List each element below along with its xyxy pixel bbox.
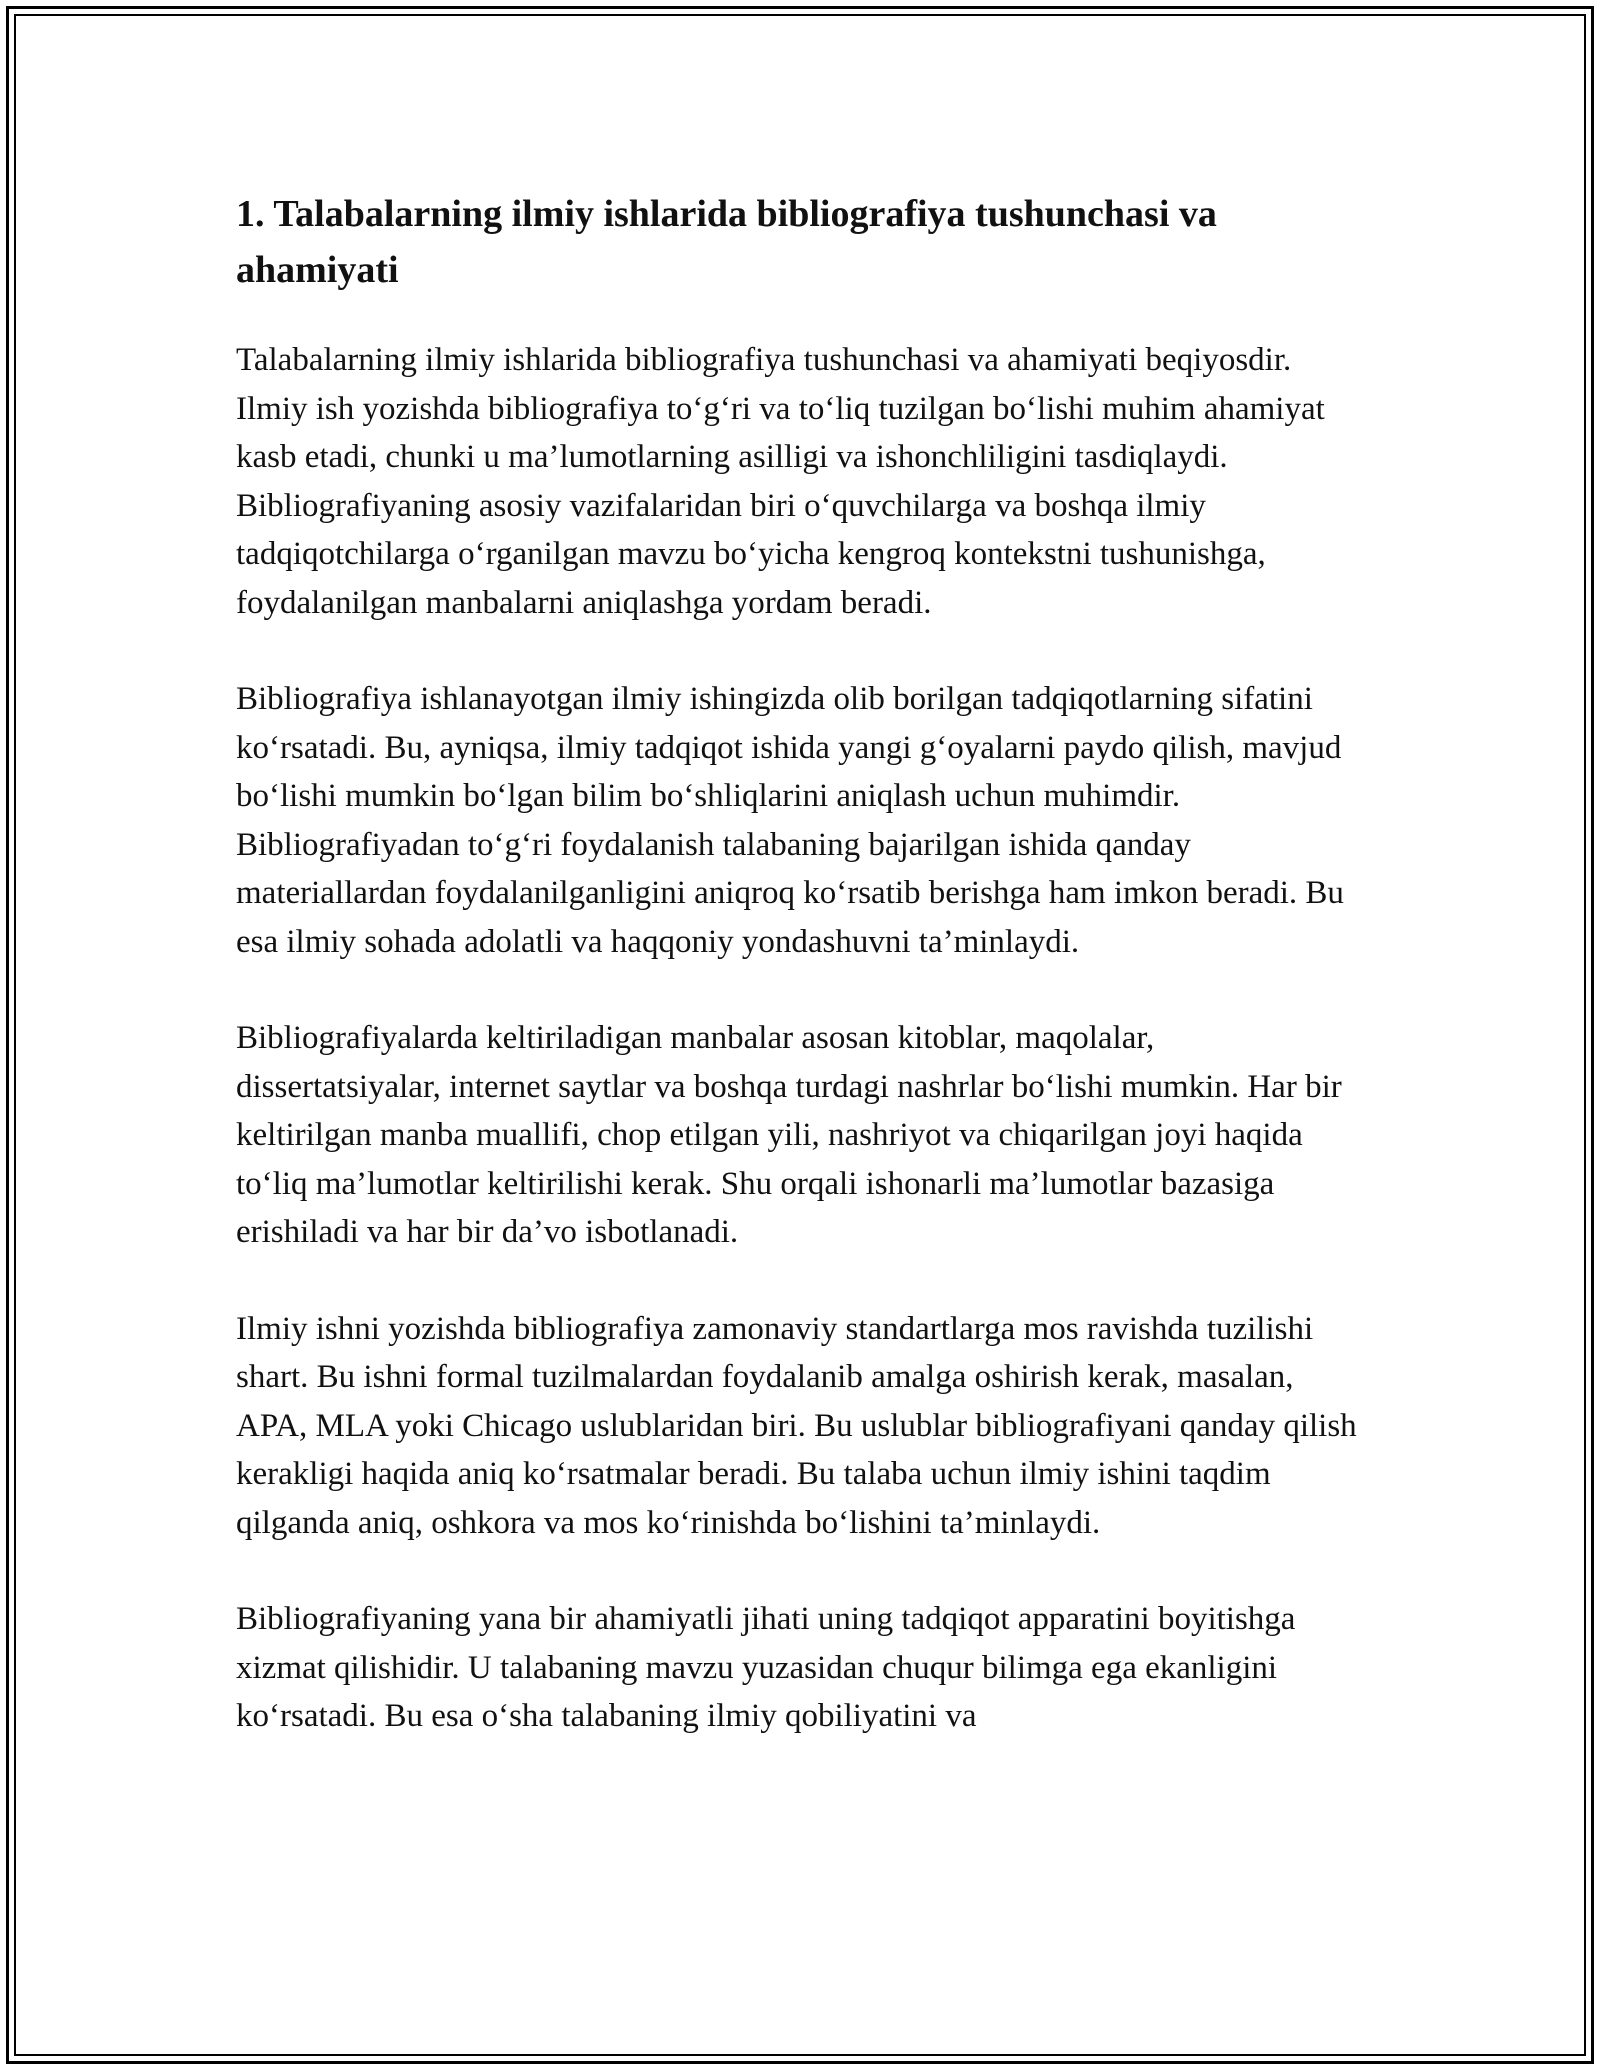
section-heading: 1. Talabalarning ilmiy ishlarida bibliografiya tushunchasi va ahamiyati (236, 193, 1217, 291)
document-body (236, 186, 1366, 1789)
paragraph-1: Talabalarning ilmiy ishlarida bibliografiya tushunchasi va ahamiyati beqiyosdir. Ilmiy ish yozishda bibliografiya to‘g‘ri va to‘liq tuzilgan bo‘lishi muhim ahamiyat kasb etadi, chunki u ma’lumotlarning asilligi va ishonchliligini tasdiqlaydi. Bibliografiyaning asosiy vazifalaridan biri o‘quvchilarga va boshqa ilmiy tadqiqotchilarga o‘rganilgan mavzu bo‘yicha kengroq kontekstni tushunishga, foydalanilgan manbalarni aniqlashga yordam beradi. (236, 342, 1325, 621)
paragraph-3: Bibliografiyalarda keltiriladigan manbalar asosan kitoblar, maqolalar, dissertatsiyalar, internet saytlar va boshqa turdagi nashrlar bo‘lishi mumkin. Har bir keltirilgan manba muallifi, chop etilgan yili, nashriyot va chiqarilgan joyi haqida to‘liq ma’lumotlar keltirilishi kerak. Shu orqali ishonarli ma’lumotlar bazasiga erishiladi va har bir da’vo isbotlanadi. (236, 1020, 1342, 1250)
paragraph-4: Ilmiy ishni yozishda bibliografiya zamonaviy standartlarga mos ravishda tuzilishi shart. Bu ishni formal tuzilmalardan foydalanib amalga oshirish kerak, masalan, APA, MLA yoki Chicago uslublaridan biri. Bu uslublar bibliografiyani qanday qilish kerakligi haqida aniq ko‘rsatmalar beradi. Bu talaba uchun ilmiy ishini taqdim qilganda aniq, oshkora va mos ko‘rinishda bo‘lishini ta’minlaydi. (236, 1310, 1357, 1541)
paragraph-2: Bibliografiya ishlanayotgan ilmiy ishingizda olib borilgan tadqiqotlarning sifatini ko‘rsatadi. Bu, ayniqsa, ilmiy tadqiqot ishida yangi g‘oyalarni paydo qilish, mavjud bo‘lishi mumkin bo‘lgan bilim bo‘shliqlarini aniqlash uchun muhimdir. Bibliografiyadan to‘g‘ri foydalanish talabaning bajarilgan ishida qanday materiallardan foydalanilganligini aniqroq ko‘rsatib berishga ham imkon beradi. Bu esa ilmiy sohada adolatli va haqqoniy yondashuvni ta’minlaydi. (236, 681, 1344, 960)
paragraph-5: Bibliografiyaning yana bir ahamiyatli jihati uning tadqiqot apparatini boyitishga xizmat qilishidir. U talabaning mavzu yuzasidan chuqur bilimga ega ekanligini ko‘rsatadi. Bu esa o‘sha talabaning ilmiy qobiliyatini va (236, 1601, 1296, 1734)
